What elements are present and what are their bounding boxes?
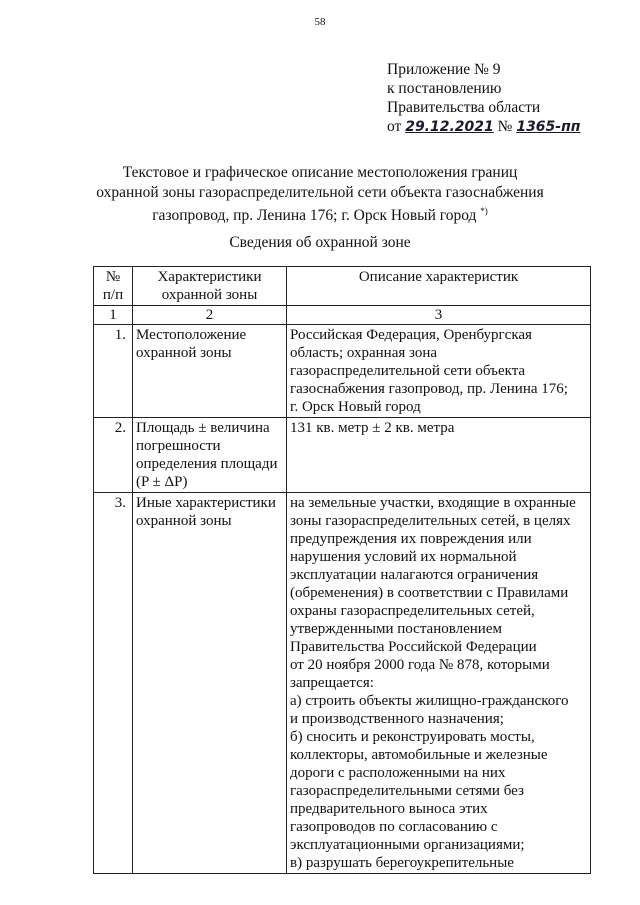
document-title: [0, 163, 640, 226]
description-line: б) сносить и реконструировать мосты,: [290, 729, 535, 745]
description-line: предупреждения их повреждения или: [290, 531, 532, 547]
description-line: охраны газораспределительных сетей,: [290, 603, 535, 619]
title-line-2: охранной зоны газораспределительной сети объекта газоснабжения: [96, 183, 544, 201]
description-line: коллекторы, автомобильные и железные: [290, 747, 548, 763]
header-num-line-1: №: [105, 269, 121, 285]
handwritten-date: 29.12.2021: [405, 119, 494, 135]
title-line-3: [0, 202, 640, 226]
from-label: от: [387, 118, 402, 135]
description-line: и производственного назначения;: [290, 711, 504, 727]
characteristic-line: определения площади: [136, 456, 278, 472]
header-characteristics: [133, 267, 287, 306]
index-cell-1: 1: [94, 306, 133, 325]
protection-zone-table: [93, 266, 591, 874]
row-number-cell: 1.: [94, 325, 133, 418]
description-line: газопроводов по согласованию с: [290, 819, 498, 835]
description-line: запрещается:: [290, 675, 374, 691]
handwritten-number: 1365-пп: [516, 119, 581, 135]
section-subtitle: Сведения об охранной зоне: [229, 234, 411, 251]
description-line: (обременения) в соответствии с Правилами: [290, 585, 569, 601]
description-line: газораспределительной сети объекта: [290, 363, 526, 379]
table-index-row: [94, 306, 591, 325]
row-description-cell: [287, 325, 591, 418]
appendix-line-1: Приложение № 9: [387, 61, 501, 78]
title-line-1: Текстовое и графическое описание местоположения границ: [122, 164, 518, 181]
row-description-cell: [287, 418, 591, 493]
description-line: эксплуатации налагаются ограничения: [290, 567, 539, 583]
row-characteristic-cell: [133, 493, 287, 874]
appendix-line-3: Правительства области: [387, 99, 541, 116]
header-num: [94, 267, 133, 306]
header-char-line-1: Характеристики: [157, 269, 262, 285]
row-characteristic-cell: [133, 418, 287, 493]
row-characteristic-cell: [133, 325, 287, 418]
title-line-3-text: газопровод, пр. Ленина 176; г. Орск Новый город: [152, 207, 477, 225]
description-line: на земельные участки, входящие в охранные: [290, 495, 576, 511]
appendix-header: [387, 60, 580, 137]
description-line: г. Орск Новый город: [290, 399, 421, 415]
header-num-line-2: п/п: [102, 287, 124, 303]
description-line: в) разрушать берегоукрепительные: [290, 855, 514, 871]
description-line: утвержденными постановлением: [290, 621, 502, 637]
characteristic-line: (P ± ΔP): [136, 474, 188, 490]
description-line: нарушения условий их нормальной: [290, 549, 517, 565]
header-description: Описание характеристик: [287, 267, 591, 306]
row-number-cell: 2.: [94, 418, 133, 493]
row-number-cell: 3.: [94, 493, 133, 874]
description-line: Правительства Российской Федерации: [290, 639, 537, 655]
description-line: дороги с расположенными на них: [290, 765, 506, 781]
description-line: зоны газораспределительных сетей, в целях: [290, 513, 571, 529]
index-cell-2: 2: [133, 306, 287, 325]
description-line: предварительного выноса этих: [290, 801, 488, 817]
characteristic-line: Местоположение: [136, 327, 247, 343]
number-label: №: [497, 118, 513, 135]
characteristic-line: Площадь ± величина: [136, 420, 270, 436]
description-line: от 20 ноября 2000 года № 878, которыми: [290, 657, 550, 673]
characteristic-line: охранной зоны: [136, 513, 232, 529]
row-description-cell: [287, 493, 591, 874]
description-line: область; охранная зона: [290, 345, 438, 361]
characteristic-line: Иные характеристики: [136, 495, 276, 511]
appendix-line-2: к постановлению: [387, 80, 502, 97]
table-header-row: [94, 267, 591, 306]
index-cell-3: 3: [287, 306, 591, 325]
table-row: [94, 325, 591, 418]
characteristic-line: погрешности: [136, 438, 221, 454]
page-number: 58: [314, 16, 326, 28]
footnote-mark: *): [480, 206, 488, 216]
description-line: 131 кв. метр ± 2 кв. метра: [290, 420, 455, 436]
description-line: а) строить объекты жилищно-гражданского: [290, 693, 569, 709]
description-line: Российская Федерация, Оренбургская: [290, 327, 532, 343]
characteristic-line: охранной зоны: [136, 345, 232, 361]
table-body: [94, 325, 591, 874]
description-line: эксплуатационными организациями;: [290, 837, 525, 853]
table-row: [94, 418, 591, 493]
description-line: газораспределительными сетями без: [290, 783, 524, 799]
appendix-date-line: [387, 117, 580, 137]
description-line: газоснабжения газопровод, пр. Ленина 176;: [290, 381, 568, 397]
table-row: [94, 493, 591, 874]
header-char-line-2: охранной зоны: [161, 287, 258, 303]
